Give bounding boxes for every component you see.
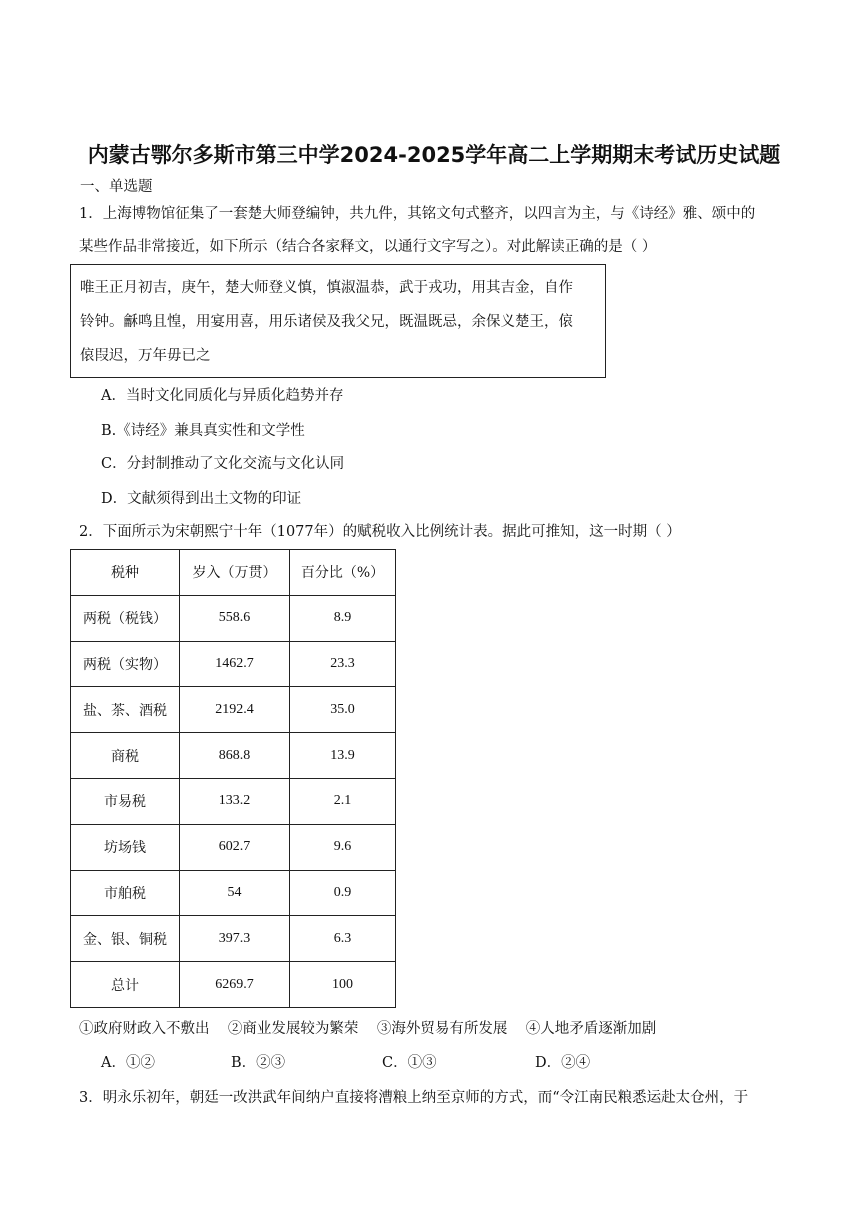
question-2-choice-a: A．①② — [101, 1055, 155, 1071]
question-2-statements: ①政府财政入不敷出 ②商业发展较为繁荣 ③海外贸易有所发展 ④人地矛盾逐渐加剧 — [79, 1021, 657, 1037]
table-cell-tax-type: 坊场钱 — [71, 824, 180, 870]
table-header-cell: 百分比（%） — [290, 550, 396, 596]
table-header-cell: 岁入（万贯） — [180, 550, 290, 596]
question-1-stem-line-1: 1．上海博物馆征集了一套楚大师登编钟，共九件，其铭文句式整齐，以四言为主，与《诗经》雅、颂中的 — [79, 206, 756, 222]
question-2-choice-d: D．②④ — [535, 1055, 591, 1071]
table-cell-tax-type: 盐、茶、酒税 — [71, 687, 180, 733]
table-row — [71, 641, 396, 687]
table-row — [71, 916, 396, 962]
table-cell-percent: 100 — [290, 962, 396, 1008]
table-cell-percent: 35.0 — [290, 687, 396, 733]
question-2-choice-c: C．①③ — [382, 1055, 437, 1071]
table-cell-tax-type: 商税 — [71, 733, 180, 779]
inscription-line-2: 铃钟。龢鸣且惶，用宴用喜，用乐诸侯及我父兄，既温既忌，余保义楚王，偯 — [80, 314, 573, 330]
question-1-option-d: D．文献须得到出土文物的印证 — [101, 491, 302, 507]
table-cell-percent: 23.3 — [290, 641, 396, 687]
table-cell-percent: 6.3 — [290, 916, 396, 962]
table-row — [71, 778, 396, 824]
table-cell-revenue: 602.7 — [180, 824, 290, 870]
table-row — [71, 824, 396, 870]
question-1-option-b: B.《诗经》兼具真实性和文学性 — [101, 423, 305, 439]
table-cell-tax-type: 金、银、铜税 — [71, 916, 180, 962]
exam-title: 内蒙古鄂尔多斯市第三中学2024-2025学年高二上学期期末考试历史试题 — [87, 143, 781, 167]
table-row — [71, 595, 396, 641]
table-cell-revenue: 1462.7 — [180, 641, 290, 687]
table-cell-percent: 8.9 — [290, 595, 396, 641]
table-cell-revenue: 397.3 — [180, 916, 290, 962]
table-cell-revenue: 868.8 — [180, 733, 290, 779]
question-2-stem: 2．下面所示为宋朝熙宁十年（1077年）的赋税收入比例统计表。据此可推知，这一时期（ ） — [79, 524, 681, 540]
table-cell-percent: 0.9 — [290, 870, 396, 916]
table-cell-tax-type: 市舶税 — [71, 870, 180, 916]
table-cell-revenue: 54 — [180, 870, 290, 916]
question-1-option-c: C．分封制推动了文化交流与文化认同 — [101, 456, 345, 472]
table-cell-tax-type: 两税（税钱） — [71, 595, 180, 641]
table-cell-tax-type: 市易税 — [71, 778, 180, 824]
table-header-cell: 税种 — [71, 550, 180, 596]
question-1-option-a: A．当时文化同质化与异质化趋势并存 — [101, 388, 344, 404]
table-row — [71, 870, 396, 916]
tax-revenue-table — [70, 549, 396, 1008]
question-2-choice-b: B．②③ — [231, 1055, 286, 1071]
table-cell-tax-type: 总计 — [71, 962, 180, 1008]
table-row — [71, 687, 396, 733]
table-row — [71, 733, 396, 779]
table-cell-percent: 2.1 — [290, 778, 396, 824]
table-header-row — [71, 550, 396, 596]
table-cell-tax-type: 两税（实物） — [71, 641, 180, 687]
table-row-total — [71, 962, 396, 1008]
table-cell-revenue: 6269.7 — [180, 962, 290, 1008]
section-heading: 一、单选题 — [80, 179, 153, 195]
question-1-stem-line-2: 某些作品非常接近，如下所示（结合各家释文，以通行文字写之）。对此解读正确的是（ ） — [79, 239, 657, 255]
question-3-stem-line-1: 3．明永乐初年，朝廷一改洪武年间纳户直接将漕粮上纳至京师的方式，而“令江南民粮悉运赴太仓州，于 — [79, 1090, 749, 1106]
table-cell-revenue: 133.2 — [180, 778, 290, 824]
inscription-line-1: 唯王正月初吉，庚午，楚大师登义慎，慎淑温恭，武于戎功，用其吉金，自作 — [80, 280, 573, 296]
table-cell-percent: 9.6 — [290, 824, 396, 870]
table-cell-revenue: 558.6 — [180, 595, 290, 641]
inscription-quote-box — [70, 264, 606, 378]
table-cell-percent: 13.9 — [290, 733, 396, 779]
table-cell-revenue: 2192.4 — [180, 687, 290, 733]
inscription-line-3: 偯叚迟，万年毋已之 — [80, 348, 211, 364]
